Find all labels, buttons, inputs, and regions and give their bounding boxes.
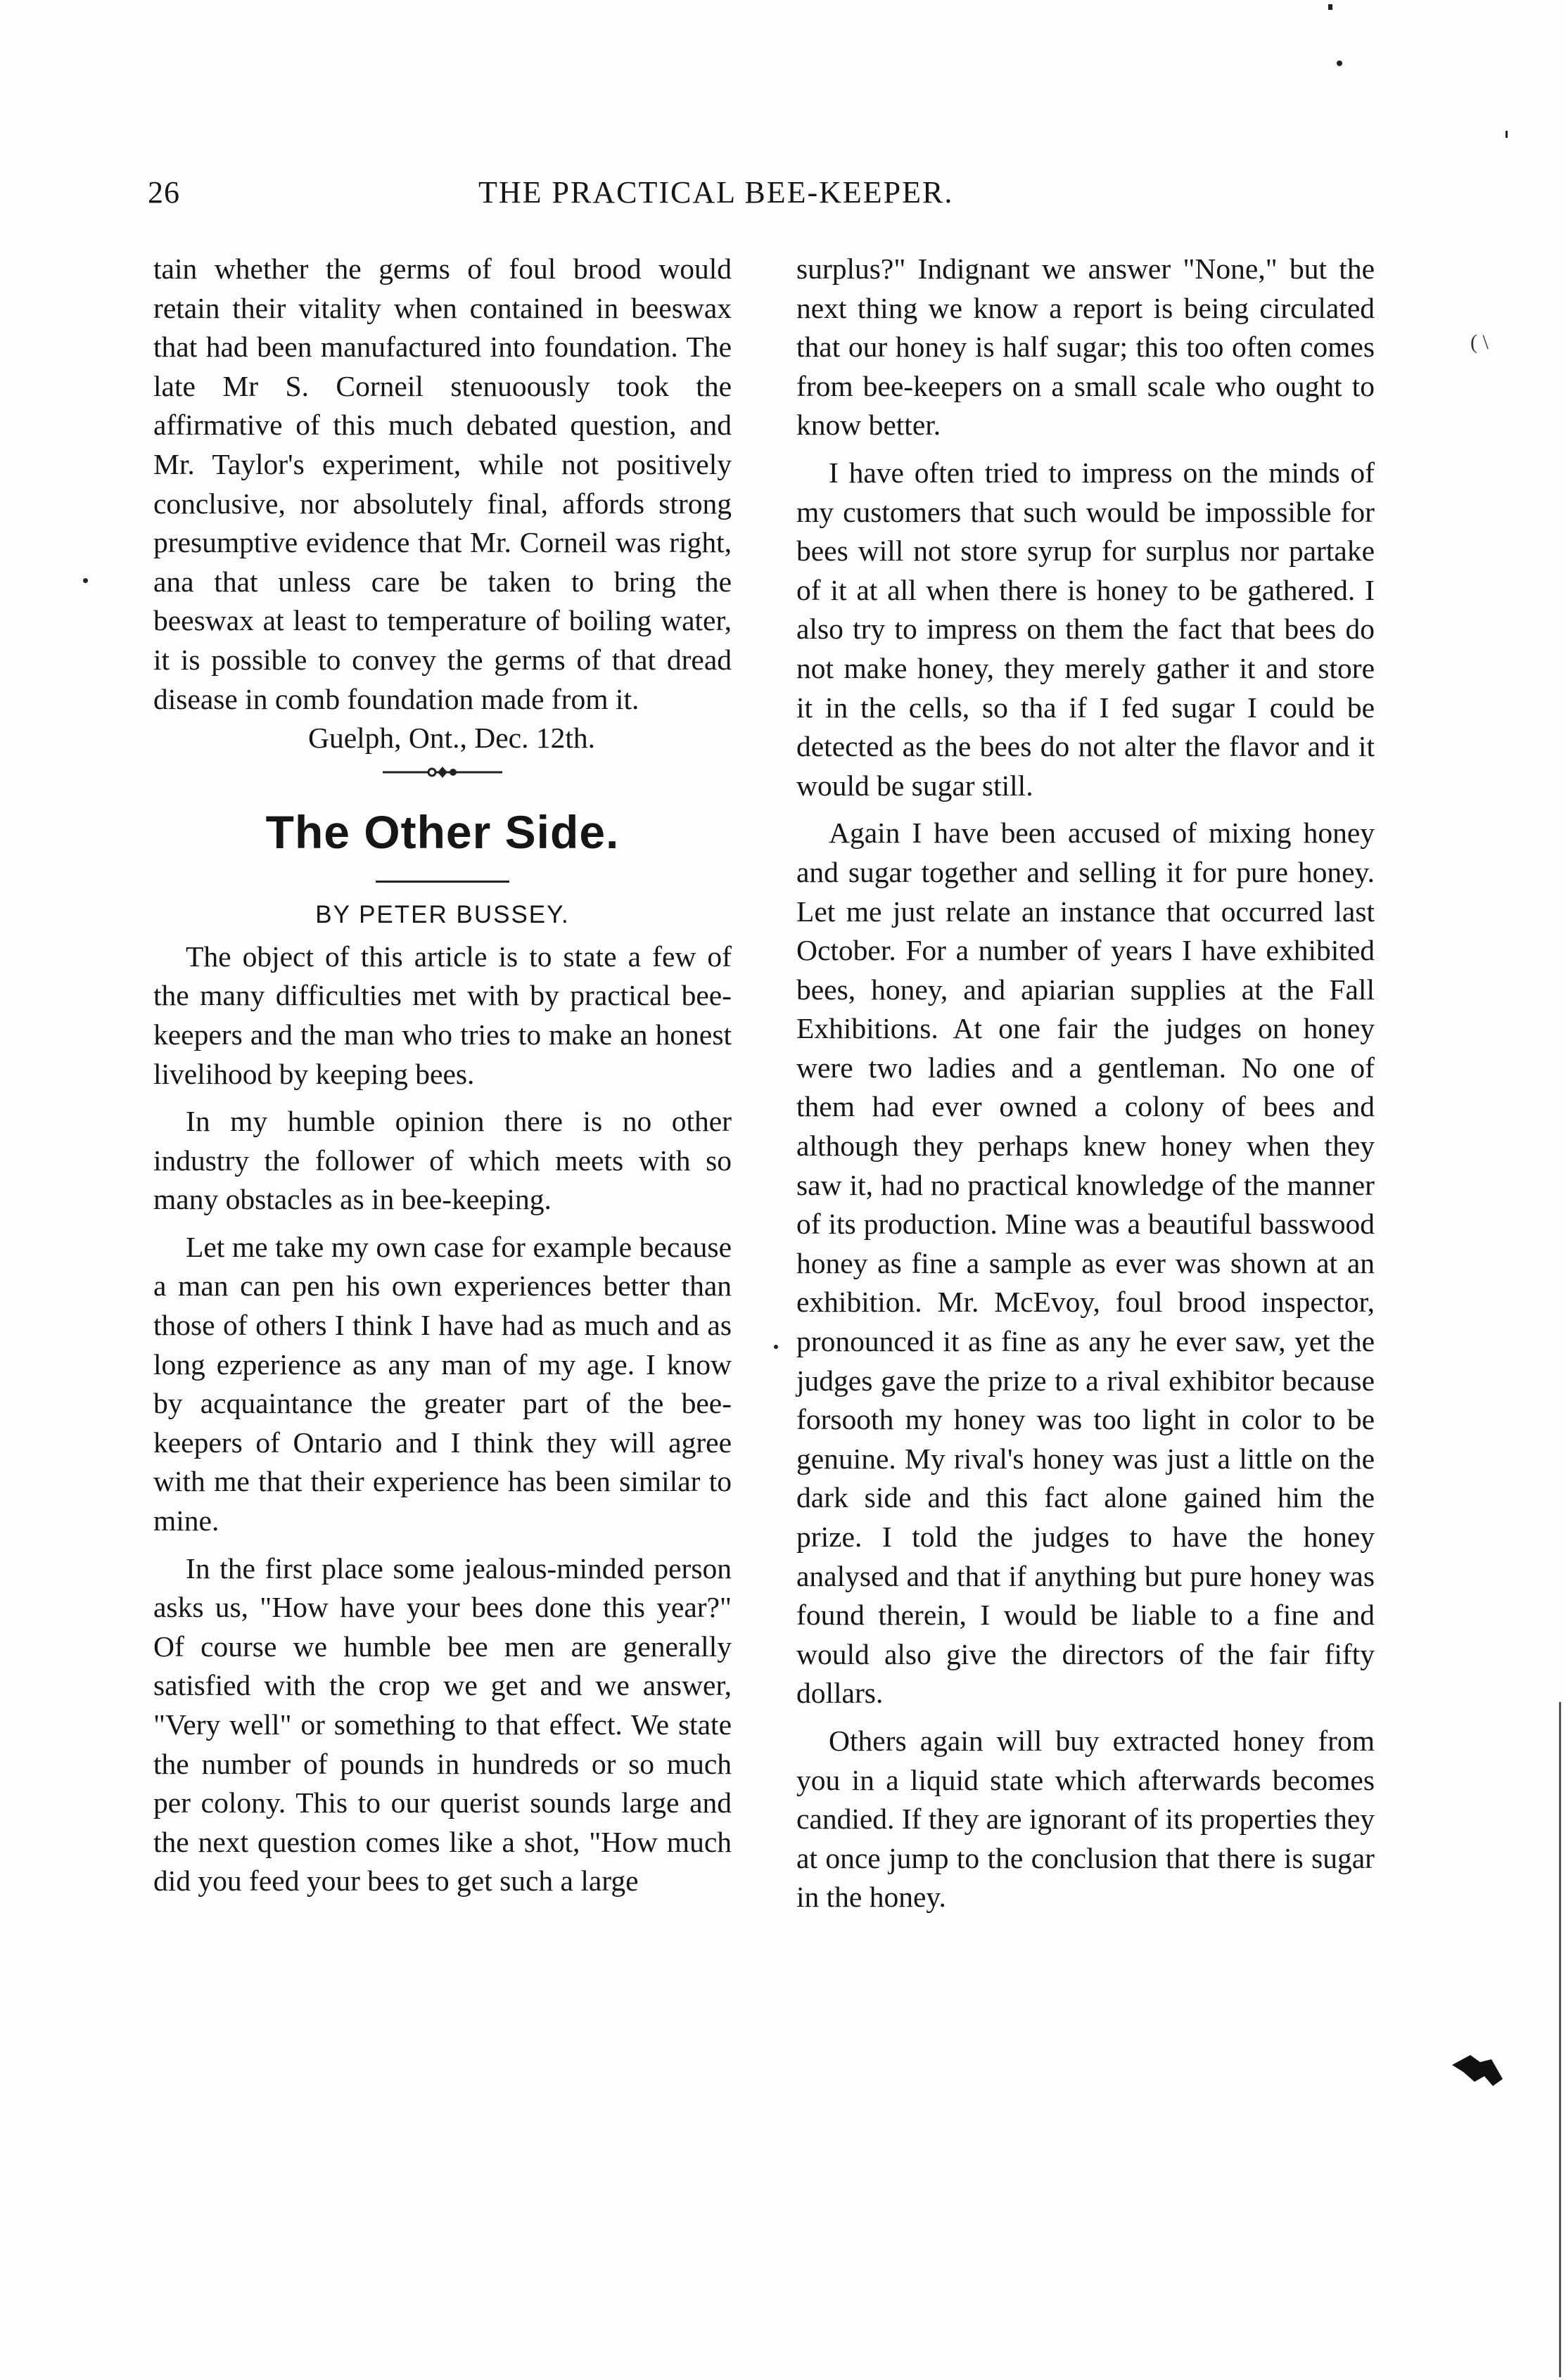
left-column [153,250,732,1901]
paragraph: Others again will buy extracted honey from you in a liquid state which afterwards becomes candied. If they are ignorant of its properties they at once jump to the conclusion that there is sugar in the honey. [796,1724,1375,1914]
page-number: 26 [148,175,180,210]
scan-edge [1559,1702,1561,2377]
paragraph: In the first place some jealous-minded person asks us, "How have your bees done this year?" Of course we humble bee men are generally satisfied with the crop we get and we answer, "Very well" or something to that effect. We state the number of pounds in hundreds or so much per colony. This to our querist sounds large and the next question comes like a shot, "How much did you feed your bees to get such a large [153,1552,732,1898]
scan-speck [1328,4,1332,10]
dateline: Guelph, Ont., Dec. 12th. [308,722,596,755]
running-header [148,174,1083,217]
scan-speck [1337,60,1342,66]
carryover-paragraph: surplus?" Indignant we answer "None," but the next thing we know a report is being circulated that our honey is half sugar; this too often comes from bee-keepers on a small scale who ought to know better. [796,252,1375,442]
right-column [796,250,1375,1917]
article-title: The Other Side. [265,805,620,858]
scan-speck [1505,131,1508,138]
title-rule [376,881,509,883]
ink-blot [1449,2051,1505,2090]
paragraph: I have often tried to impress on the minds of my customers that such would be impossible for bees will not store syrup for surplus nor partake of it at all when there is honey to be gathered. I also try to impress on them the fact that bees do not make honey, they merely gather it and store it in the cells, so tha if I fed sugar I could be detected as the bees do not alter the flavor and it would be sugar still. [796,456,1375,802]
running-title: THE PRACTICAL BEE-KEEPER. [478,175,954,210]
margin-note: ( \ [1470,331,1489,354]
paragraph: Again I have been accused of mixing honey and sugar together and selling it for pure honey. Let me just relate an instance that occurred last October. For a number of years I have exhibited bees, honey, and apiarian supplies at the Fall Exhibitions. At one fair the judges on honey were two ladies and a gentleman. No one of them had ever owned a colony of bees and although they perhaps knew honey when they saw it, had no practical knowledge of the manner of its production. Mine was a beautiful basswood honey as fine a sample as ever was shown at an exhibition. Mr. McEvoy, foul brood inspector, pronounced it as fine as any he ever saw, yet the judges gave the prize to a rival exhibitor because forsooth my honey was too light in color to be genuine. My rival's honey was just a little on the dark side and this fact alone gained him the prize. I told the judges to have the honey analysed and that if anything but pure honey was found therein, I would be liable to a fine and would also give the directors of the fair fifty dollars. [796,817,1375,1710]
paragraph: Let me take my own case for example because a man can pen his own experiences better than those of others I think I have had as much and as long ezperience as any man of my age. I know by acquaintance the greater part of the bee-keepers of Ontario and I think they will agree with me that their experience has been similar to mine. [153,1230,732,1537]
paragraph: The object of this article is to state a few of the many difficulties met with by practical bee-keepers and the man who tries to make an honest livelihood by keeping bees. [153,940,732,1090]
ornament-divider [153,758,732,789]
paragraph: In my humble opinion there is no other industry the follower of which meets with so many obstacles as in bee-keeping. [153,1105,732,1216]
scan-speck [83,578,88,583]
carryover-paragraph: tain whether the germs of foul brood would retain their vitality when contained in beeswax that had been manufactured into foundation. The late Mr S. Corneil stenuoously took the affirmative of this much debated question, and Mr. Taylor's experiment, while not positively conclusive, nor absolutely final, affords strong presumptive evidence that Mr. Corneil was right, ana that unless care be taken to bring the beeswax at least to temperature of boiling water, it is possible to convey the germs of that dread disease in comb foundation made from it. [153,252,732,715]
scan-speck [774,1345,778,1349]
byline: BY PETER BUSSEY. [315,900,570,928]
